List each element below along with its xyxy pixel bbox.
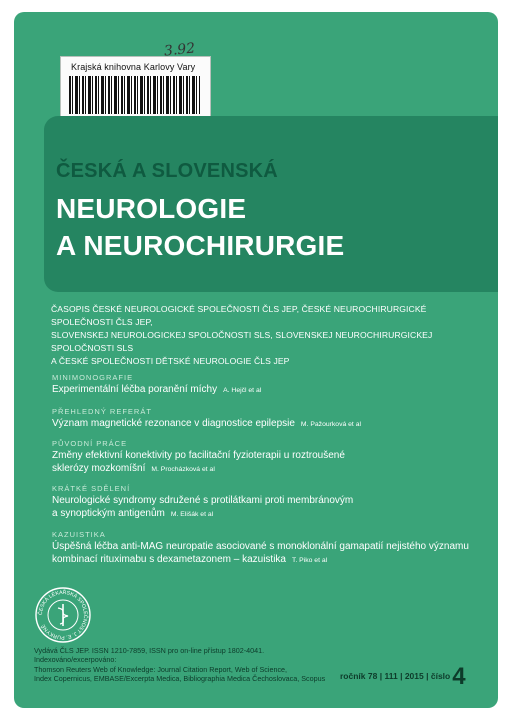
societies-line: SLOVENSKEJ NEUROLOGICKEJ SPOLOČNOSTI SLS, SLOVENSKEJ NEUROCHIRURGICKEJ SPOLOČNOSTI SLS bbox=[51, 330, 433, 353]
volume-label: ročník bbox=[340, 671, 366, 681]
article-title: Změny efektivní konektivity po facilitační fyzioterapii u roztroušené bbox=[52, 450, 345, 461]
title-line-1: NEUROLOGIE bbox=[56, 193, 247, 224]
section-label: PŮVODNÍ PRÁCE bbox=[52, 439, 128, 448]
footer-line: Indexováno/excerpováno: bbox=[34, 655, 117, 665]
handwritten-note: 3.92 bbox=[163, 40, 196, 60]
article-author: M. Elišák et al bbox=[170, 510, 214, 518]
volume-number: 78 bbox=[367, 671, 378, 681]
article-title: Úspěšná léčba anti-MAG neuropatie asociované s monoklonální gamapatií nejistého významu bbox=[52, 541, 469, 552]
societies-line: A ČESKÉ SPOLEČNOSTI DĚTSKÉ NEUROLOGIE ČLS JEP bbox=[51, 356, 290, 366]
section-label: MINIMONOGRAFIE bbox=[52, 373, 134, 382]
society-logo-icon bbox=[34, 586, 92, 644]
article-title: Experimentální léčba poranění míchy bbox=[52, 384, 218, 395]
library-name: Krajská knihovna Karlovy Vary bbox=[71, 62, 196, 72]
article-entry bbox=[52, 418, 492, 432]
article-title: kombinací rituximabu s dexametazonem – kazuistika bbox=[52, 553, 286, 565]
article-author: A. Hejčl et al bbox=[223, 387, 262, 394]
article-title: Neurologické syndromy sdružené s protilátkami proti membránovým bbox=[52, 495, 354, 506]
section-label: PŘEHLEDNÝ REFERÁT bbox=[52, 407, 152, 416]
article-author: M. Procházková et al bbox=[151, 465, 215, 473]
article-entry bbox=[52, 450, 492, 476]
title-small: ČESKÁ A SLOVENSKÁ bbox=[56, 160, 278, 182]
article-title: a synoptickým antigenům bbox=[52, 507, 165, 519]
volume-secondary: 111 bbox=[384, 671, 398, 681]
issue-label: číslo bbox=[430, 671, 451, 681]
issue-year: 2015 bbox=[404, 671, 424, 681]
barcode-bars bbox=[69, 76, 200, 114]
article-entry bbox=[52, 541, 492, 567]
footer-line: Thomson Reuters Web of Knowledge: Journal Citation Report, Web of Science, bbox=[34, 664, 288, 674]
article-entry bbox=[52, 384, 492, 398]
footer-line: Index Copernicus, EMBASE/Excerpta Medica, Bibliographia Medica Čechoslovaca, Scopus bbox=[34, 674, 326, 684]
section-label: KRÁTKÉ SDĚLENÍ bbox=[52, 484, 131, 493]
society-logo-text: ČESKÁ LÉKAŘSKÁ SPOLEČNOST J. E. PURKYNĚ bbox=[37, 589, 89, 641]
issue-number: 4 bbox=[452, 663, 466, 690]
societies-text bbox=[51, 303, 491, 368]
societies-line: ČASOPIS ČESKÉ NEUROLOGICKÉ SPOLEČNOSTI ČLS JEP, ČESKÉ NEUROCHIRURGICKÉ SPOLEČNOSTI ČLS JEP, bbox=[51, 304, 427, 327]
journal-cover bbox=[14, 12, 498, 708]
article-author: T. Piko et al bbox=[292, 556, 328, 564]
section-label: KAZUISTIKA bbox=[52, 530, 106, 539]
issue-info: ročník 78 | 111 | 2015 | číslo4 bbox=[340, 663, 466, 690]
article-author: M. Pažourková et al bbox=[300, 421, 361, 428]
footer-line: Vydává ČLS JEP. ISSN 1210-7859, ISSN pro on-line přístup 1802-4041. bbox=[34, 646, 265, 655]
article-title: Význam magnetické rezonance v diagnostice epilepsie bbox=[52, 418, 295, 429]
article-title: sklerózy mozkomíšní bbox=[52, 462, 146, 474]
title-line-2: A NEUROCHIRURGIE bbox=[56, 230, 345, 261]
article-entry bbox=[52, 495, 492, 521]
